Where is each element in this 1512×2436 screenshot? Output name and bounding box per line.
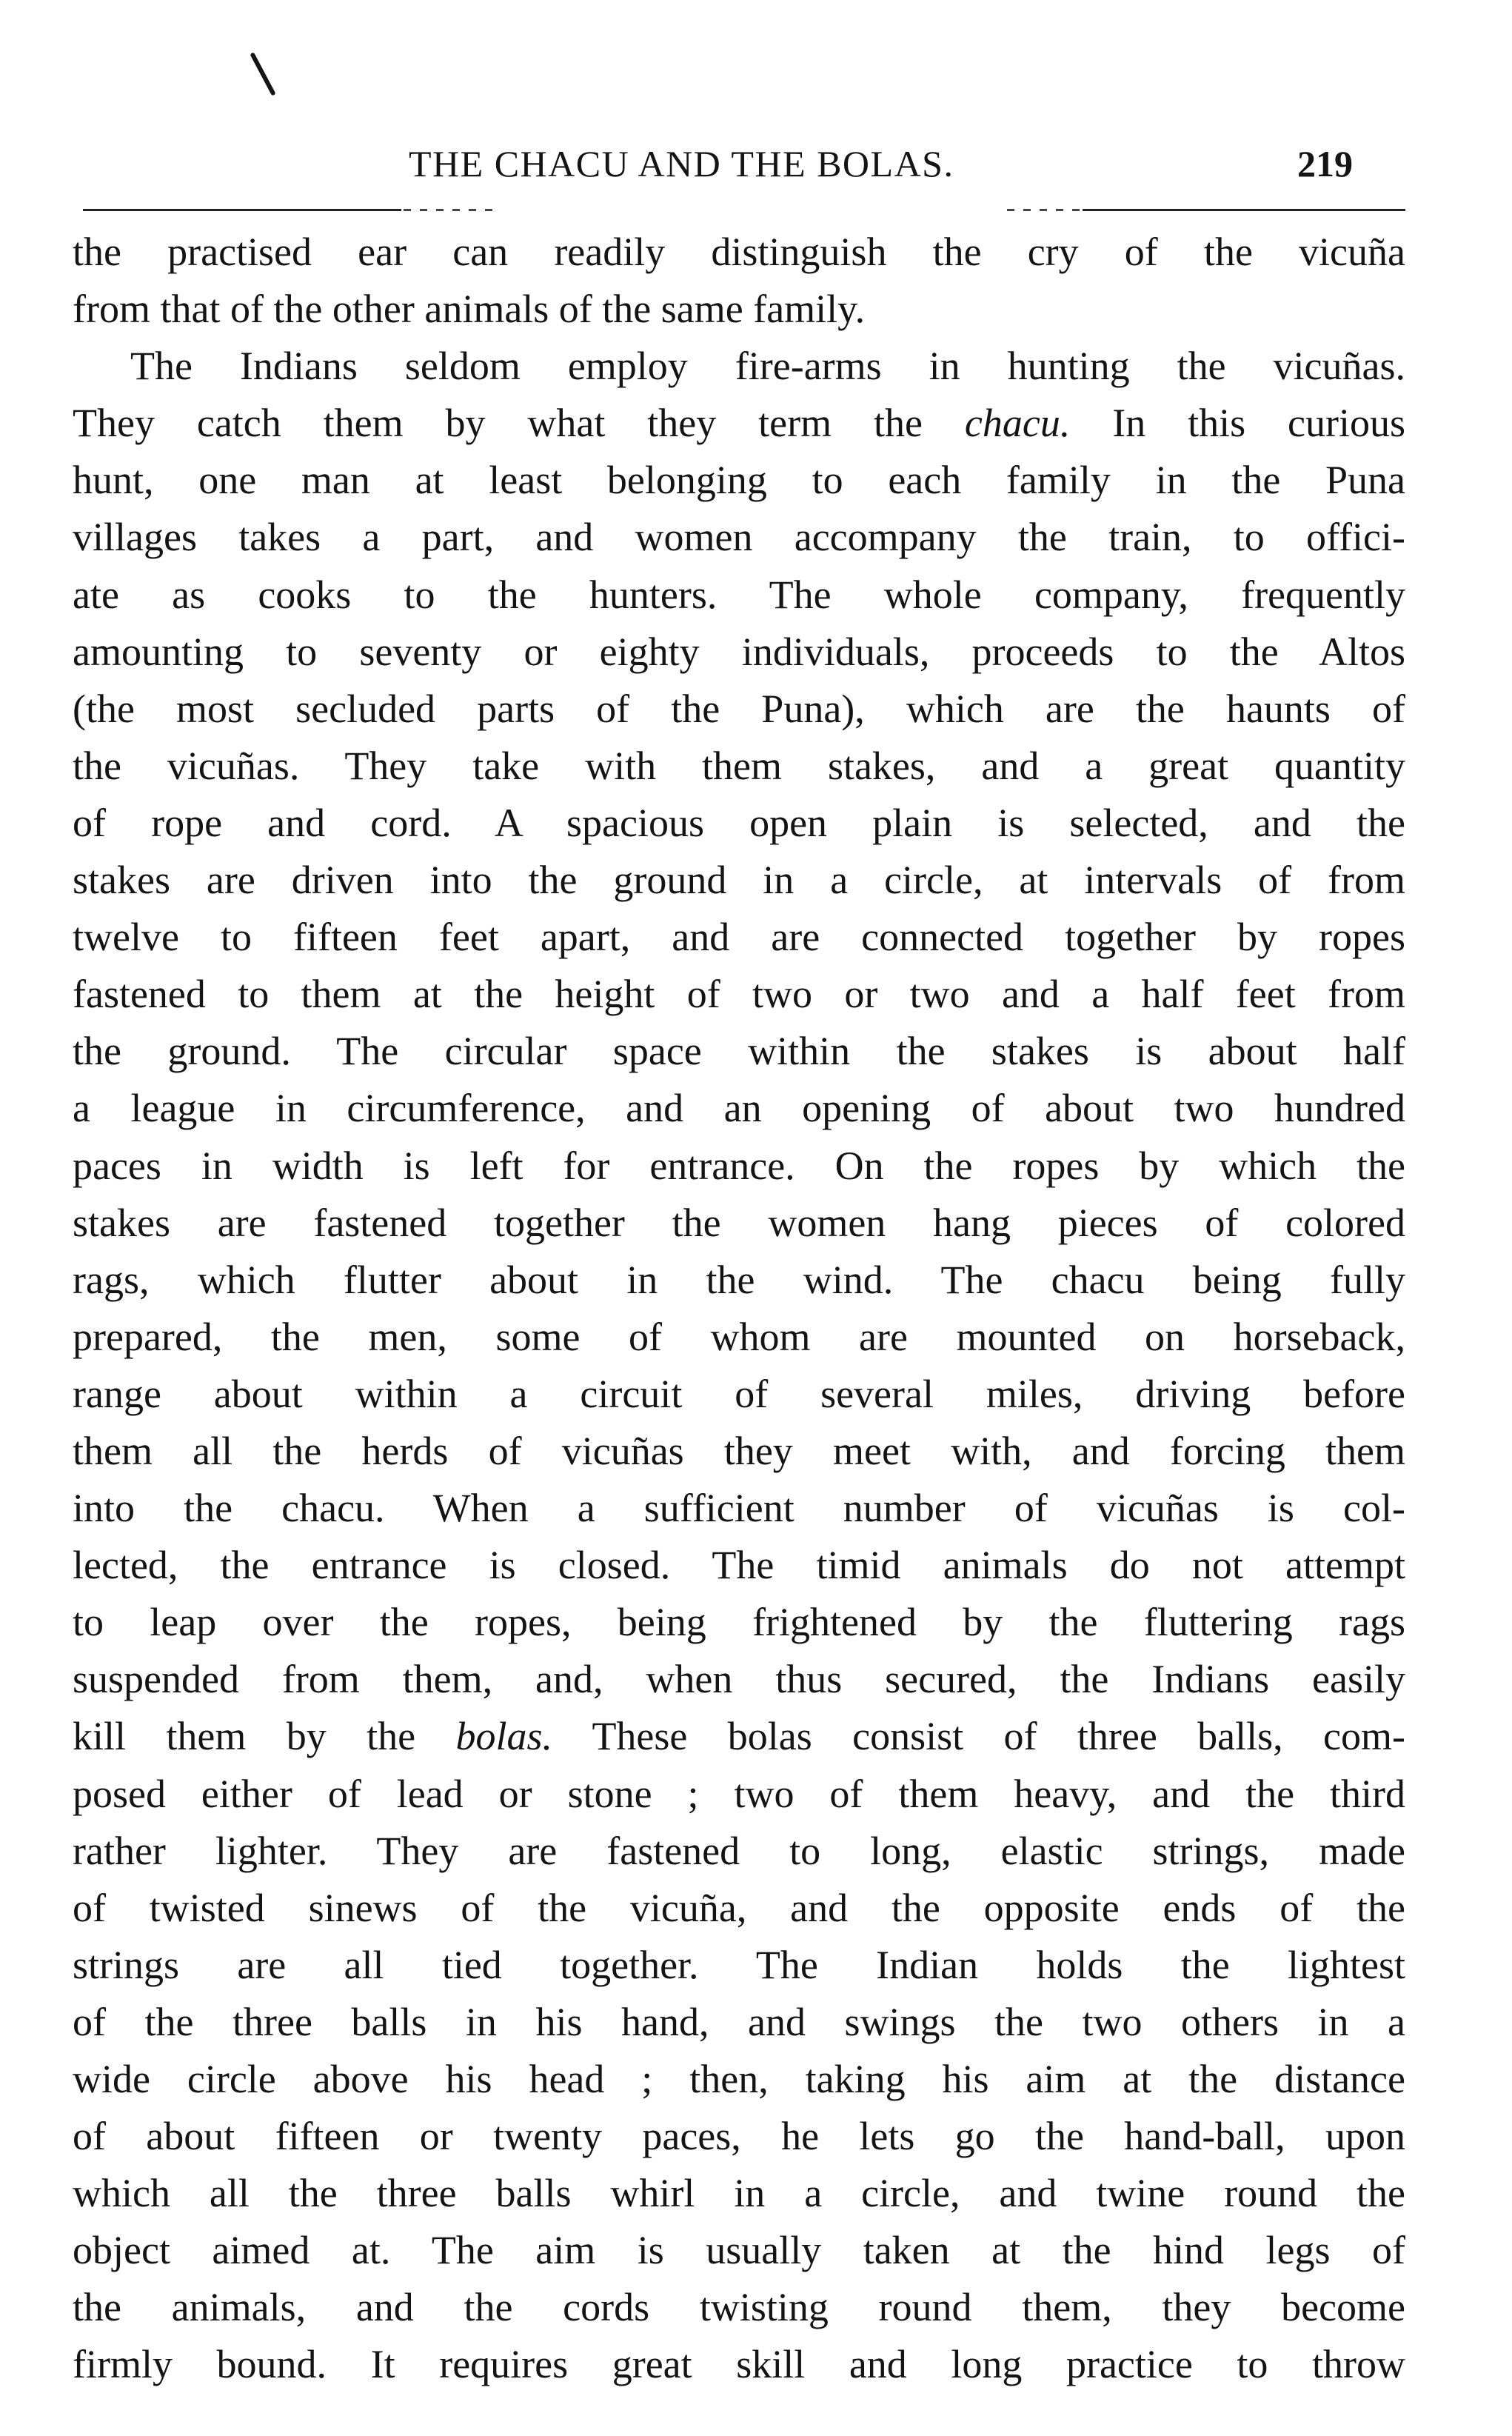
text-line: paces in width is left for entrance. On the ropes by which the (73, 1143, 1405, 1188)
text-line: to leap over the ropes, being frightened by the fluttering rags (73, 1600, 1405, 1645)
header-rule-left-broken (404, 209, 492, 211)
text-line: wide circle above his head ; then, taking his aim at the distance (73, 2057, 1405, 2101)
text-line: prepared, the men, some of whom are mounted on horseback, (73, 1314, 1405, 1359)
text-line: rags, which flutter about in the wind. The chacu being fully (73, 1257, 1405, 1302)
text-line: them all the herds of vicuñas they meet with, and forcing them (73, 1428, 1405, 1473)
text-line: The Indians seldom employ fire-arms in hunting the vicuñas. (130, 344, 1405, 389)
page-number: 219 (1297, 143, 1353, 184)
running-header (0, 138, 1512, 190)
header-rule-left (83, 209, 401, 211)
header-rule-right (1083, 209, 1405, 211)
text-segment: kill them by the (73, 1714, 456, 1759)
text-line: strings are all tied together. The Indian holds the lightest (73, 1942, 1405, 1987)
text-line: of the three balls in his hand, and swings the two others in a (73, 1999, 1405, 2044)
text-line: from that of the other animals of the same family. (73, 287, 866, 332)
text-line: the animals, and the cords twisting round them, they become (73, 2285, 1405, 2330)
text-line: range about within a circuit of several miles, driving before (73, 1371, 1405, 1416)
text-line: of twisted sinews of the vicuña, and the opposite ends of the (73, 1885, 1405, 1930)
text-line: fastened to them at the height of two or two and a half feet from (73, 972, 1405, 1017)
body-text (73, 224, 1405, 2394)
text-line: (the most secluded parts of the Puna), which are the haunts of (73, 686, 1405, 731)
text-line: stakes are fastened together the women hang pieces of colored (73, 1200, 1405, 1245)
text-line: rather lighter. They are fastened to long, elastic strings, made (73, 1828, 1405, 1873)
text-line: suspended from them, and, when thus secured, the Indians easily (73, 1657, 1405, 1702)
text-line: of rope and cord. A spacious open plain is selected, and the (73, 800, 1405, 845)
italic-term: chacu. (964, 401, 1071, 446)
text-line: ate as cooks to the hunters. The whole company, frequently (73, 572, 1405, 617)
text-line (73, 1708, 1405, 1765)
text-line: a league in circumference, and an opening of about two hundred (73, 1086, 1405, 1131)
text-line: lected, the entrance is closed. The timid animals do not attempt (73, 1543, 1405, 1588)
text-line: amounting to seventy or eighty individuals, proceeds to the Altos (73, 629, 1405, 674)
text-line: which all the three balls whirl in a circle, and twine round the (73, 2171, 1405, 2216)
text-line: object aimed at. The aim is usually taken at the hind legs of (73, 2228, 1405, 2273)
text-segment: These bolas consist of three balls, com- (552, 1714, 1406, 1759)
running-title: THE CHACU AND THE BOLAS. (409, 143, 954, 184)
text-line: into the chacu. When a sufficient number of vicuñas is col- (73, 1486, 1405, 1531)
text-line: firmly bound. It requires great skill and long practice to throw (73, 2342, 1405, 2387)
text-line: the practised ear can readily distinguish the cry of the vicuña (73, 230, 1405, 274)
stray-ink-mark (250, 52, 275, 96)
header-rule-right-broken (1007, 209, 1081, 211)
text-segment: In this curious (1070, 401, 1405, 446)
text-line (73, 395, 1405, 452)
text-line: twelve to fifteen feet apart, and are connected together by ropes (73, 915, 1405, 960)
text-line: hunt, one man at least belonging to each family in the Puna (73, 458, 1405, 503)
text-line: of about fifteen or twenty paces, he lets go the hand-ball, upon (73, 2114, 1405, 2159)
text-line: the vicuñas. They take with them stakes, and a great quantity (73, 743, 1405, 788)
italic-term: bolas. (455, 1714, 553, 1759)
text-line: stakes are driven into the ground in a circle, at intervals of from (73, 858, 1405, 903)
text-line: villages takes a part, and women accompany the train, to offici- (73, 515, 1405, 560)
text-segment: They catch them by what they term the (73, 401, 965, 446)
text-line: the ground. The circular space within the stakes is about half (73, 1029, 1405, 1074)
text-line: posed either of lead or stone ; two of them heavy, and the third (73, 1771, 1405, 1816)
